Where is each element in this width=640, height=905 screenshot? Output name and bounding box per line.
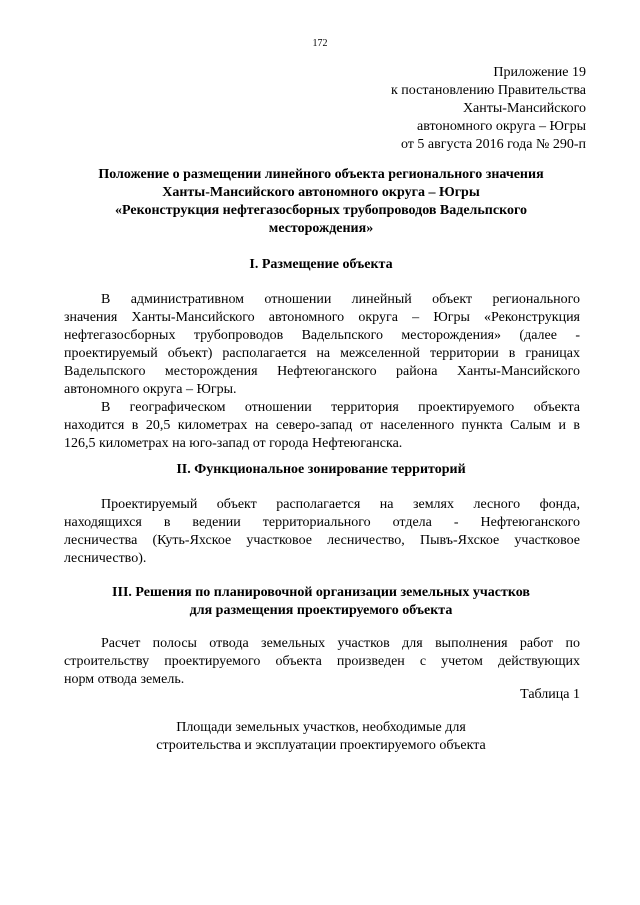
paragraph-line: значения Ханты-Мансийского автономного округа – Югры «Реконструкция bbox=[64, 310, 580, 325]
paragraph-line: В географическом отношении территория проектируемого объекта bbox=[101, 400, 580, 415]
paragraph-line: Вадельпского месторождения Нефтеюганского района Ханты-Мансийского bbox=[64, 364, 580, 379]
section-1-heading bbox=[78, 256, 564, 274]
table-caption-line: строительства и эксплуатации проектируемого объекта bbox=[156, 738, 486, 753]
table-caption bbox=[78, 719, 564, 755]
section-heading-line: для размещения проектируемого объекта bbox=[189, 603, 453, 618]
paragraph-line: находящихся в ведении территориального отдела - Нефтеюганского bbox=[64, 515, 580, 530]
appendix-line: от 5 августа 2016 года № 290-п bbox=[400, 137, 586, 152]
paragraph-line: 126,5 километрах на юго-запад от города Нефтеюганска. bbox=[64, 436, 403, 451]
paragraph-line: проектируемый объект) располагается на межселенной территории в границах bbox=[64, 346, 580, 361]
paragraph-line: нефтегазосборных трубопроводов Вадельпского месторождения» (далее - bbox=[64, 328, 580, 343]
table-label: Таблица 1 bbox=[520, 687, 580, 702]
paragraph-line: норм отвода земель. bbox=[64, 672, 185, 687]
table-caption-line: Площади земельных участков, необходимые для bbox=[176, 720, 466, 735]
appendix-line: автономного округа – Югры bbox=[417, 119, 586, 134]
paragraph-line: находится в 20,5 километрах на северо-запад от населенного пункта Салым и в bbox=[64, 418, 580, 433]
section-heading-line: III. Решения по планировочной организации земельных участков bbox=[112, 585, 530, 600]
title-line: «Реконструкция нефтегазосборных трубопроводов Вадельпского bbox=[115, 203, 527, 218]
title-line: Положение о размещении линейного объекта регионального значения bbox=[98, 167, 544, 182]
paragraph-line: лесничества (Куть-Яхское участковое лесничество, Пывъ-Яхское участковое bbox=[64, 533, 580, 548]
appendix-line: к постановлению Правительства bbox=[390, 83, 586, 98]
section-heading-line: I. Размещение объекта bbox=[249, 257, 393, 272]
paragraph-line: Расчет полосы отвода земельных участков для выполнения работ по bbox=[101, 636, 580, 651]
section-heading-line: II. Функциональное зонирование территорий bbox=[176, 462, 466, 477]
paragraph-line: В административном отношении линейный объект регионального bbox=[101, 292, 580, 307]
paragraph-line: лесничество). bbox=[64, 551, 147, 566]
page-number: 172 bbox=[312, 38, 328, 49]
title-line: месторождения» bbox=[268, 221, 374, 236]
section-2-heading bbox=[78, 461, 564, 479]
document-title bbox=[78, 166, 564, 238]
paragraph-line: строительству проектируемого объекта произведен с учетом действующих bbox=[64, 654, 580, 669]
appendix-line: Ханты-Мансийского bbox=[462, 101, 586, 116]
appendix-line: Приложение 19 bbox=[493, 65, 586, 80]
title-line: Ханты-Мансийского автономного округа – Югры bbox=[162, 185, 480, 200]
section-3-heading bbox=[78, 584, 564, 620]
paragraph-line: автономного округа – Югры. bbox=[64, 382, 237, 397]
appendix-block bbox=[286, 64, 586, 154]
paragraph-line: Проектируемый объект располагается на землях лесного фонда, bbox=[101, 497, 580, 512]
